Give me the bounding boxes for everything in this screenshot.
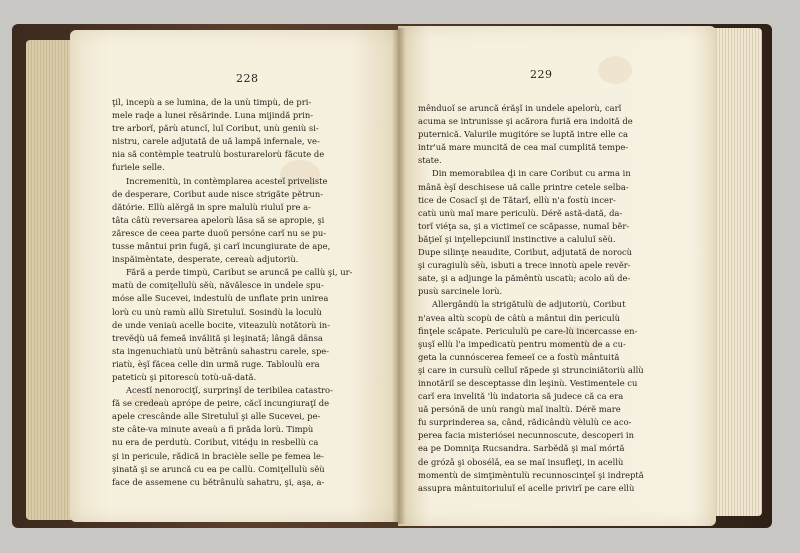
text-line: Din memorabilea ḑi in care Coribut cu arma in xyxy=(432,168,631,179)
text-line: face de assemene cu bĕtrânulù sahatru, şi, aşa, a- xyxy=(112,476,325,487)
text-line: zăresce de ceea parte duoŭ persóne carĭ nu se pu- xyxy=(112,227,327,238)
text-line: şi care in cursulù celluĭ răpede şi strunciniătoriù allù xyxy=(418,364,644,375)
text-line: carĭ era invelită 'lù indatoria să judece că ca era xyxy=(418,391,624,402)
text-line: puternică. Valurile mugitóre se luptă intre elle ca xyxy=(418,129,628,140)
left-page-stack xyxy=(26,40,76,520)
text-line: dătórie. Ellù alĕrgă in spre malulù riuluĭ pre a- xyxy=(112,201,311,212)
text-line: mênduoĭ se aruncă érăşĭ in undele apelorù, carĭ xyxy=(418,103,622,113)
text-line: uă persónă de unù rangù maĭ inaltù. Dérĕ mare xyxy=(418,404,621,415)
foxing-spot xyxy=(598,56,632,84)
text-line: de grózǎ şi obosélǎ, ea se maĭ insufleţi, in acellù xyxy=(418,456,624,467)
text-line: apele crescânde alle Siretuluĭ şi alle Sucevei, pe- xyxy=(112,411,321,422)
text-line: Incremenitù, in contèmplarea acesteĭ priveliste xyxy=(126,175,328,186)
text-line: şuşĭ ellù l'a impedicatù pentru momentù de a cu- xyxy=(418,338,626,349)
page-number: 229 xyxy=(530,68,553,81)
text-line: acuma se intrunisse şi acărora furiă era indoită de xyxy=(418,116,633,127)
text-line: assupra mântuitoriuluĭ eĭ acelle privirĭ pe care ellù xyxy=(418,482,635,493)
text-line: móse alle Sucevei, indestulù de unflate prin unirea xyxy=(112,293,329,304)
text-line: şinată şi se aruncă cu ea pe callù. Comiţellulù sĕù xyxy=(112,463,325,474)
text-line: tusse mântui prin fugă, şi carĭ incungiurate de ape, xyxy=(112,241,331,252)
text-line: finţele scăpate. Pericululù pe care-lù incercasse en- xyxy=(418,325,638,336)
text-line: sta ingenuchiatù unù bĕtrânù sahastru carele, spe- xyxy=(112,345,330,356)
text-line: trevĕḑù uă femeă invălită şi leşinată; lângă dânsa xyxy=(112,332,323,343)
text-line: tre arborĭ, părù atuncĭ, luĭ Coribut, unù geniù si- xyxy=(112,123,319,134)
text-line: Dupe silinţe neaudite, Coribut, adjutată de norocù xyxy=(418,247,633,258)
text-line: mână èşĭ deschisese uă calle printre cetele selba- xyxy=(418,181,629,192)
text-line: state. xyxy=(418,155,442,166)
text-line: furiele selle. xyxy=(112,162,165,173)
text-line: ea pe Domniţa Rucsandra. Sarbĕdă şi maĭ mórtă xyxy=(418,443,625,454)
text-line: tice de Cosacĭ şi de Tătarĭ, ellù n'a fostù incer- xyxy=(418,194,616,205)
text-line: riatù, èşĭ făcea celle din urmă ruge. Tabloulù era xyxy=(112,358,320,369)
text-line: inspăimèntate, desperate, cereaù adjutoriù. xyxy=(112,254,299,265)
text-line: ţil, incepù a se lumina, de la unù timpù, de pri- xyxy=(112,97,312,107)
text-line: fă se credeaù aprópe de peire, căcĭ incungiuraţĭ de xyxy=(112,398,330,409)
text-line: geta la cunnóscerea femeeĭ ce a fostù mântuită xyxy=(418,351,620,362)
text-line: intr'uă mare muncită de cea maĭ cumplită tempe- xyxy=(418,142,629,153)
text-line: lorù cu unù ramù allù Siretuluĭ. Sosindù la loculù xyxy=(112,306,322,317)
page-number: 228 xyxy=(236,72,259,85)
text-line: şi in pericule, rădică in bracièle selle pe femea le- xyxy=(112,450,324,461)
right-page xyxy=(398,26,716,526)
text-line: matù de comiţellulù sĕù, năvălesce in undele spu- xyxy=(112,280,324,291)
text-line: innotăriĭ se desceptasse din leşinù. Vestimentele cu xyxy=(418,377,638,388)
text-line: sate, şi a adjunge la pămêntù uscatù; acolo aŭ de- xyxy=(418,273,631,284)
right-page-text xyxy=(418,102,680,495)
text-line: fu surprinderea sa, când, rădicândù vèlulù ce aco- xyxy=(418,417,632,428)
text-line: ste câte-va minute aveaù a fi prăda lorù. Timpù xyxy=(112,424,314,435)
text-line: de unde veniaù acelle bocite, viteazulù notătorù in- xyxy=(112,319,331,330)
text-line: nu era de perdutù. Coribut, vitéḑu in resbellù ca xyxy=(112,437,319,448)
text-line: şi curagiulù sĕù, isbuti a trece innotù apele revĕr- xyxy=(418,260,631,271)
text-line: n'avea altù scopù de câtù a mântui din periculù xyxy=(418,312,620,323)
text-line: Fără a perde timpù, Caribut se aruncă pe callù şi, ur- xyxy=(126,267,353,278)
left-page xyxy=(70,30,402,522)
text-line: de desperare, Coribut aude nisce strigăte pĕtrun- xyxy=(112,188,324,199)
text-line: perea facia misteriósei necunnoscute, descoperi in xyxy=(418,430,634,441)
text-line: Acestĭ nenorociţĭ, surprinşĭ de teribilea catastro- xyxy=(126,385,333,396)
text-line: pateticù şi pitorescù totù-uă-dată. xyxy=(112,371,257,382)
left-page-text xyxy=(112,96,380,489)
text-line: pusù sarcinele lorù. xyxy=(418,286,503,297)
text-line: momentù de simţimèntulù recunnoscinţeĭ şi indreptă xyxy=(418,469,644,480)
text-line: torĭ viéţa sa, şi a victimeĭ ce scăpasse, numaĭ bĕr- xyxy=(418,220,630,231)
text-line: catù unù maĭ mare periculù. Dérĕ astă-dată, da- xyxy=(418,207,623,218)
text-line: nia să contèmple teatrulù bosturarelorù făcute de xyxy=(112,149,325,160)
text-line: tâta câtù reversarea apelorù lăsa să se apropie, şi xyxy=(112,214,325,225)
text-line: băţieĭ şi inţellepciuniĭ instinctive a caluluĭ sĕù. xyxy=(418,233,616,244)
text-line: nistru, carele adjutată de uă lampă infernale, ve- xyxy=(112,136,320,147)
text-line: Allergândù la strigătulù de adjutoriù, Coribut xyxy=(432,299,626,310)
right-page-stack xyxy=(708,28,762,516)
text-line: mele raḑe a lunei rĕsărinde. Luna mijindă prin- xyxy=(112,110,314,121)
book-gutter xyxy=(392,28,406,524)
